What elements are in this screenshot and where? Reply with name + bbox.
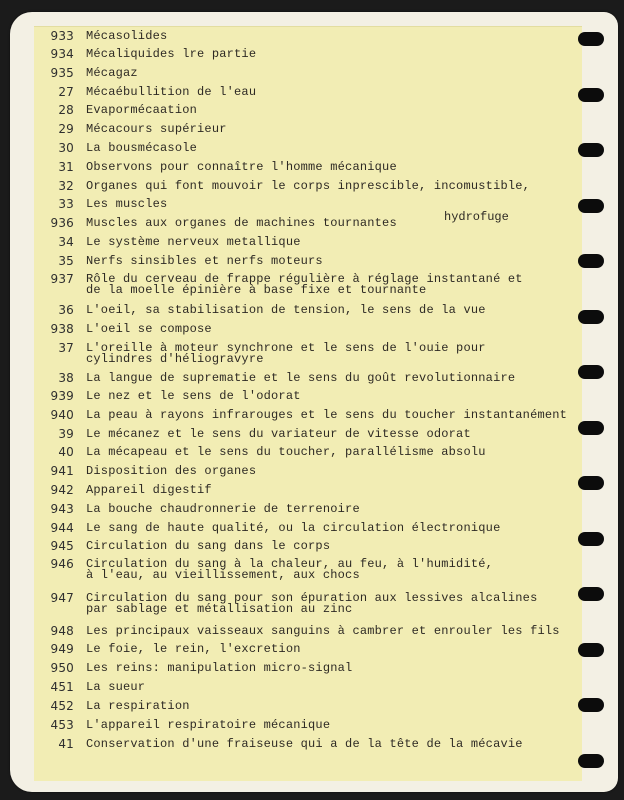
entry-number: 948	[50, 624, 74, 638]
entry-text	[86, 504, 360, 515]
entry-number: 941	[50, 464, 74, 478]
entry-number: 935	[50, 66, 74, 80]
entry-number: 37	[58, 341, 74, 355]
entry-line: Le système nerveux metallique	[86, 235, 301, 249]
entry-line: Mécasolides	[86, 29, 168, 43]
entry-text	[86, 391, 301, 402]
index-card	[10, 12, 618, 792]
entry-number: 942	[50, 483, 74, 497]
entry-line: Les principaux vaisseaux sanguins à cambrer et enrouler les fils	[86, 624, 560, 638]
entry-line: Circulation du sang pour son épuration aux lessives alcalines	[86, 591, 538, 605]
entry-list	[34, 27, 582, 781]
entry-line: Le sang de haute qualité, ou la circulation électronique	[86, 521, 501, 535]
entry-line: L'appareil respiratoire mécanique	[86, 718, 331, 732]
entry-text	[86, 593, 537, 615]
entry-number: 938	[50, 322, 74, 336]
entry-text	[86, 49, 256, 60]
entry-number: 34	[58, 235, 74, 249]
entry-line: cylindres d'héliogravyre	[86, 352, 264, 366]
entry-line: Circulation du sang dans le corps	[86, 539, 331, 553]
entry-text	[86, 644, 301, 655]
punch-hole	[578, 199, 604, 213]
entry-text	[86, 199, 167, 210]
entry-line: Rôle du cerveau de frappe régulière à réglage instantané et	[86, 272, 523, 286]
entry-line: Muscles aux organes de machines tournantes	[86, 216, 397, 230]
punch-hole	[578, 643, 604, 657]
entry-line: La respiration	[86, 699, 190, 713]
entry-number: 946	[50, 557, 74, 571]
entry-text	[86, 701, 190, 712]
entry-number: 933	[50, 29, 74, 43]
entry-text	[86, 682, 145, 693]
entry-line: Appareil digestif	[86, 483, 212, 497]
entry-text	[86, 559, 493, 581]
entry-line: La langue de suprematie et le sens du goût revolutionnaire	[86, 371, 516, 385]
entry-number: 944	[50, 521, 74, 535]
entry-line: Le mécanez et le sens du variateur de vitesse odorat	[86, 427, 471, 441]
entry-line: La peau à rayons infrarouges et le sens du toucher instantanément	[86, 408, 568, 422]
entry-number: 947	[50, 591, 74, 605]
entry-line: L'oeil, sa stabilisation de tension, le sens de la vue	[86, 303, 486, 317]
entry-number: 35	[58, 254, 74, 268]
entry-number: 28	[58, 103, 74, 117]
punch-hole	[578, 532, 604, 546]
entry-text	[86, 447, 486, 458]
entry-number: 939	[50, 389, 74, 403]
entry-number: 30	[58, 141, 74, 155]
entry-line: Nerfs sinsibles et nerfs moteurs	[86, 254, 323, 268]
entry-line: Evapormécaation	[86, 103, 198, 117]
entry-number: 40	[58, 445, 74, 459]
entry-number: 950	[50, 661, 74, 675]
entry-number: 451	[50, 680, 74, 694]
entry-number: 27	[58, 85, 74, 99]
entry-text	[86, 181, 530, 192]
punch-hole	[578, 88, 604, 102]
entry-number: 934	[50, 47, 74, 61]
entry-number: 940	[50, 408, 74, 422]
entry-text	[86, 105, 197, 116]
entry-number: 36	[58, 303, 74, 317]
entry-number: 38	[58, 371, 74, 385]
punch-hole	[578, 32, 604, 46]
entry-text	[86, 466, 256, 477]
entry-number: 936	[50, 216, 74, 230]
entry-number: 943	[50, 502, 74, 516]
entry-line: Le foie, le rein, l'excretion	[86, 642, 301, 656]
entry-line: La bousmécasole	[86, 141, 198, 155]
entry-number: 39	[58, 427, 74, 441]
entry-number: 949	[50, 642, 74, 656]
punch-hole	[578, 698, 604, 712]
entry-line: Mécagaz	[86, 66, 138, 80]
entry-text	[86, 162, 397, 173]
entry-line: La mécapeau et le sens du toucher, parallélisme absolu	[86, 445, 486, 459]
entry-text	[86, 739, 523, 750]
entry-text	[86, 343, 486, 365]
entry-text	[86, 485, 212, 496]
entry-line: Le nez et le sens de l'odorat	[86, 389, 301, 403]
continuation-text: hydrofuge	[444, 210, 509, 224]
entry-line: L'oeil se compose	[86, 322, 212, 336]
entry-number: 31	[58, 160, 74, 174]
entry-line: L'oreille à moteur synchrone et le sens de l'ouie pour	[86, 341, 486, 355]
punch-hole	[578, 421, 604, 435]
entry-number: 945	[50, 539, 74, 553]
entry-line: Circulation du sang à la chaleur, au feu, à l'humidité,	[86, 557, 494, 571]
entry-line: Conservation d'une fraiseuse qui a de la tête de la mécavie	[86, 737, 523, 751]
entry-text	[86, 324, 212, 335]
entry-line: Mécaébullition de l'eau	[86, 85, 257, 99]
entry-line: La sueur	[86, 680, 146, 694]
punch-hole	[578, 254, 604, 268]
entry-text	[86, 523, 500, 534]
entry-text	[86, 31, 167, 42]
entry-text	[86, 626, 560, 637]
entry-text	[86, 237, 301, 248]
entry-line: Disposition des organes	[86, 464, 257, 478]
entry-text	[86, 720, 330, 731]
entry-text	[86, 429, 471, 440]
entry-number: 33	[58, 197, 74, 211]
typed-index-sheet	[34, 26, 582, 781]
punch-hole	[578, 365, 604, 379]
punch-hole	[578, 476, 604, 490]
entry-text	[86, 87, 256, 98]
entry-line: Les reins: manipulation micro-signal	[86, 661, 353, 675]
punch-holes	[578, 32, 604, 782]
entry-text	[86, 68, 138, 79]
punch-hole	[578, 310, 604, 324]
entry-text	[86, 143, 197, 154]
entry-number: 29	[58, 122, 74, 136]
entry-line: de la moelle épinière à base fixe et tournante	[86, 283, 427, 297]
entry-text	[86, 541, 330, 552]
entry-number: 41	[58, 737, 74, 751]
punch-hole	[578, 143, 604, 157]
entry-text	[86, 124, 227, 135]
entry-line: Mécacours supérieur	[86, 122, 227, 136]
entry-line: Organes qui font mouvoir le corps inprescible, incomustible,	[86, 179, 531, 193]
entry-line: Les muscles	[86, 197, 168, 211]
entry-text	[86, 305, 486, 316]
entry-number: 937	[50, 272, 74, 286]
entry-text	[86, 274, 523, 296]
entry-number: 452	[50, 699, 74, 713]
entry-line: La bouche chaudronnerie de terrenoire	[86, 502, 360, 516]
entry-text	[86, 373, 515, 384]
punch-hole	[578, 587, 604, 601]
entry-number: 453	[50, 718, 74, 732]
entry-line: Mécaliquides lre partie	[86, 47, 257, 61]
entry-number: 32	[58, 179, 74, 193]
entry-line: Observons pour connaître l'homme mécanique	[86, 160, 397, 174]
entry-text	[86, 218, 397, 229]
punch-hole	[578, 754, 604, 768]
entry-text	[86, 256, 323, 267]
entry-line: à l'eau, au vieillissement, aux chocs	[86, 568, 360, 582]
entry-text	[86, 410, 567, 421]
entry-text	[86, 663, 352, 674]
entry-line: par sablage et métallisation au zinc	[86, 602, 353, 616]
